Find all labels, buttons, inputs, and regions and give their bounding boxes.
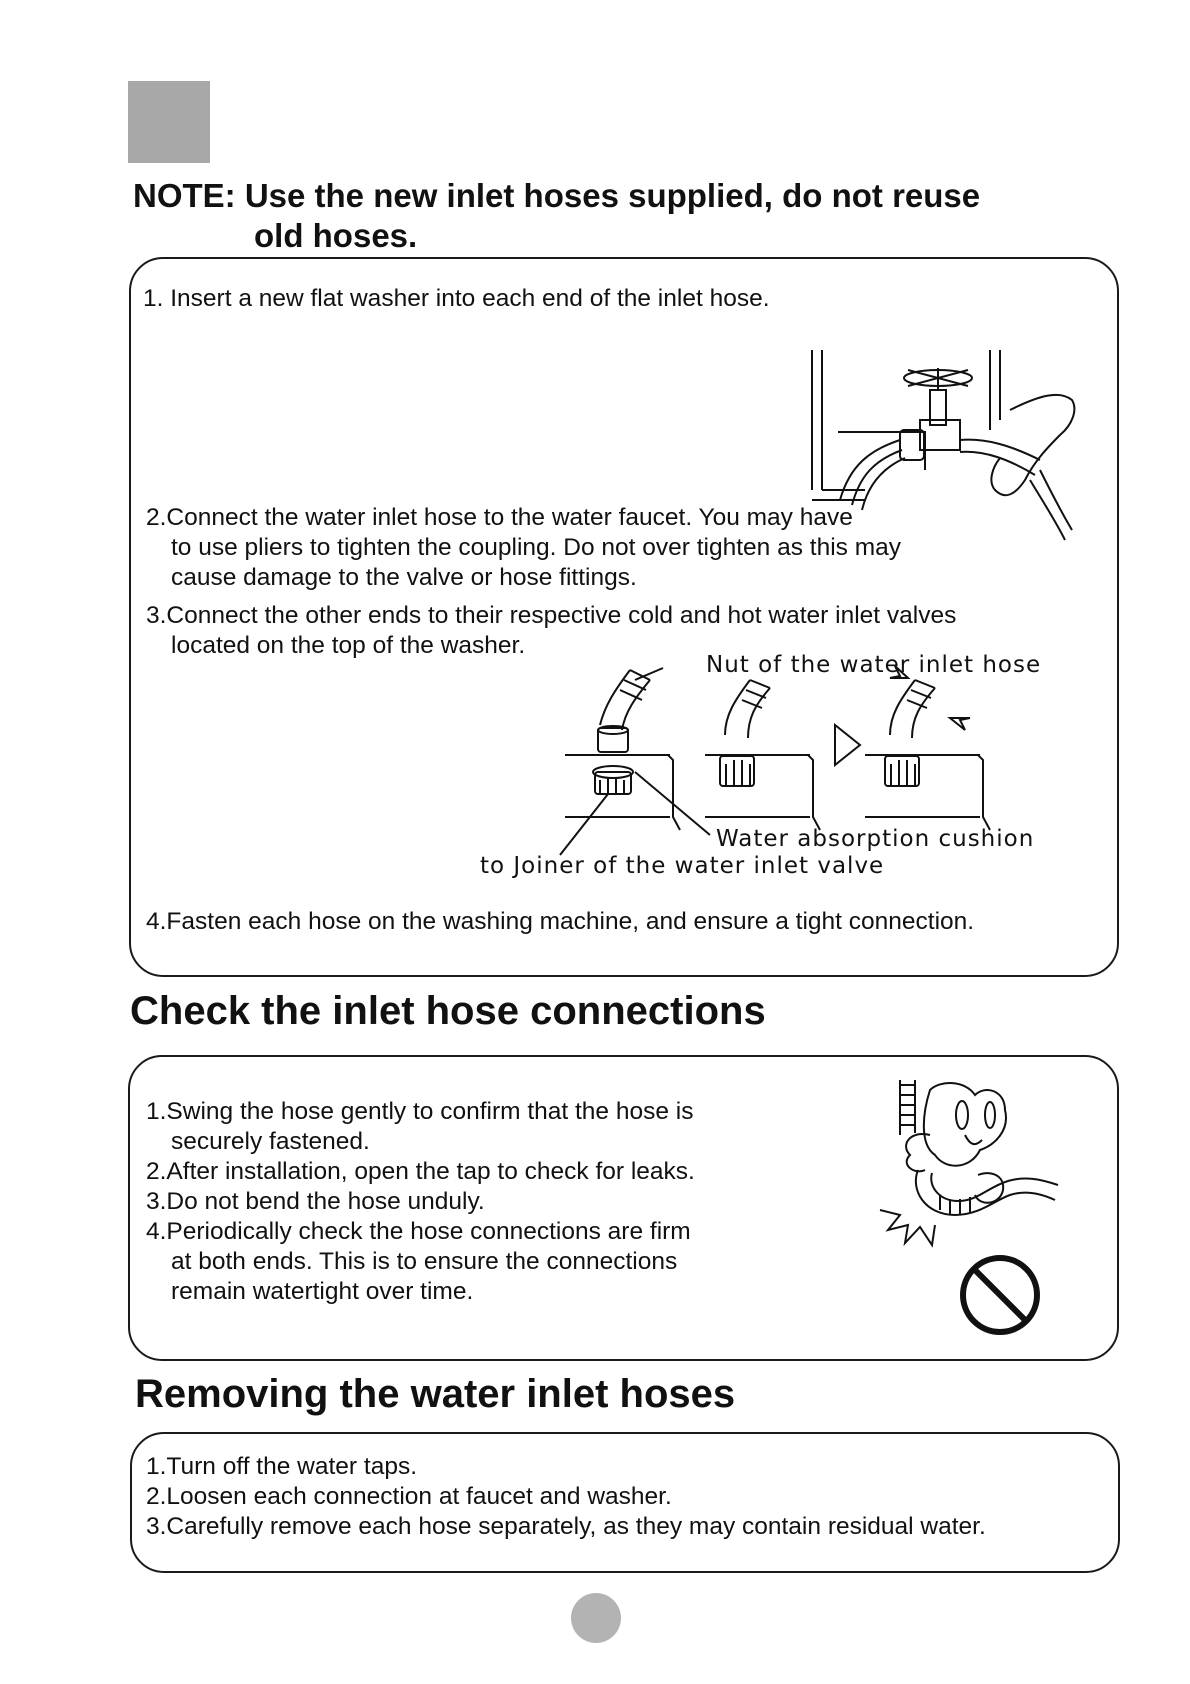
- label-nut: Nut of the water inlet hose: [706, 652, 1042, 678]
- remove-step-3: 3.Carefully remove each hose separately, as they may contain residual water.: [146, 1513, 986, 1540]
- check-step-1-line-1: 1.Swing the hose gently to confirm that the hose is: [146, 1098, 694, 1125]
- install-step-2-line-2: to use pliers to tighten the coupling. Do not over tighten as this may: [171, 534, 901, 561]
- bent-hose-cartoon-icon: [870, 1075, 1060, 1255]
- check-step-3: 3.Do not bend the hose unduly.: [146, 1188, 485, 1215]
- prohibited-icon: [958, 1253, 1042, 1337]
- check-step-1-line-2: securely fastened.: [171, 1128, 370, 1155]
- note-line-2: old hoses.: [254, 217, 418, 254]
- install-step-1: 1. Insert a new flat washer into each end of the inlet hose.: [143, 285, 770, 312]
- remove-steps-list: [146, 1452, 986, 1542]
- install-step-4: 4.Fasten each hose on the washing machine, and ensure a tight connection.: [146, 908, 975, 935]
- install-step-3-line-2: located on the top of the washer.: [171, 632, 526, 659]
- label-cushion: Water absorption cushion: [716, 826, 1035, 852]
- check-step-4-line-3: remain watertight over time.: [171, 1278, 474, 1305]
- note-line-1: NOTE: Use the new inlet hoses supplied, do not reuse: [133, 177, 981, 214]
- check-steps-list: [146, 1097, 695, 1307]
- install-step-3-line-1: 3.Connect the other ends to their respective cold and hot water inlet valves: [146, 602, 957, 629]
- check-step-4-line-2: at both ends. This is to ensure the connections: [171, 1248, 678, 1275]
- label-joiner: to Joiner of the water inlet valve: [480, 853, 885, 879]
- remove-section-title: Removing the water inlet hoses: [135, 1372, 736, 1416]
- check-step-2: 2.After installation, open the tap to check for leaks.: [146, 1158, 695, 1185]
- page-number-marker: [571, 1593, 621, 1643]
- install-step-2-line-3: cause damage to the valve or hose fittings.: [171, 564, 637, 591]
- install-step-2-line-1: 2.Connect the water inlet hose to the water faucet. You may have: [146, 504, 853, 531]
- remove-step-1: 1.Turn off the water taps.: [146, 1453, 418, 1480]
- check-section-title: Check the inlet hose connections: [130, 989, 766, 1033]
- faucet-with-pliers-icon: [810, 350, 1090, 550]
- section-tab-marker: [128, 81, 210, 163]
- note-heading: [133, 176, 980, 256]
- check-step-4-line-1: 4.Periodically check the hose connections are firm: [146, 1218, 691, 1245]
- remove-step-2: 2.Loosen each connection at faucet and washer.: [146, 1483, 672, 1510]
- install-step-2: [146, 503, 901, 593]
